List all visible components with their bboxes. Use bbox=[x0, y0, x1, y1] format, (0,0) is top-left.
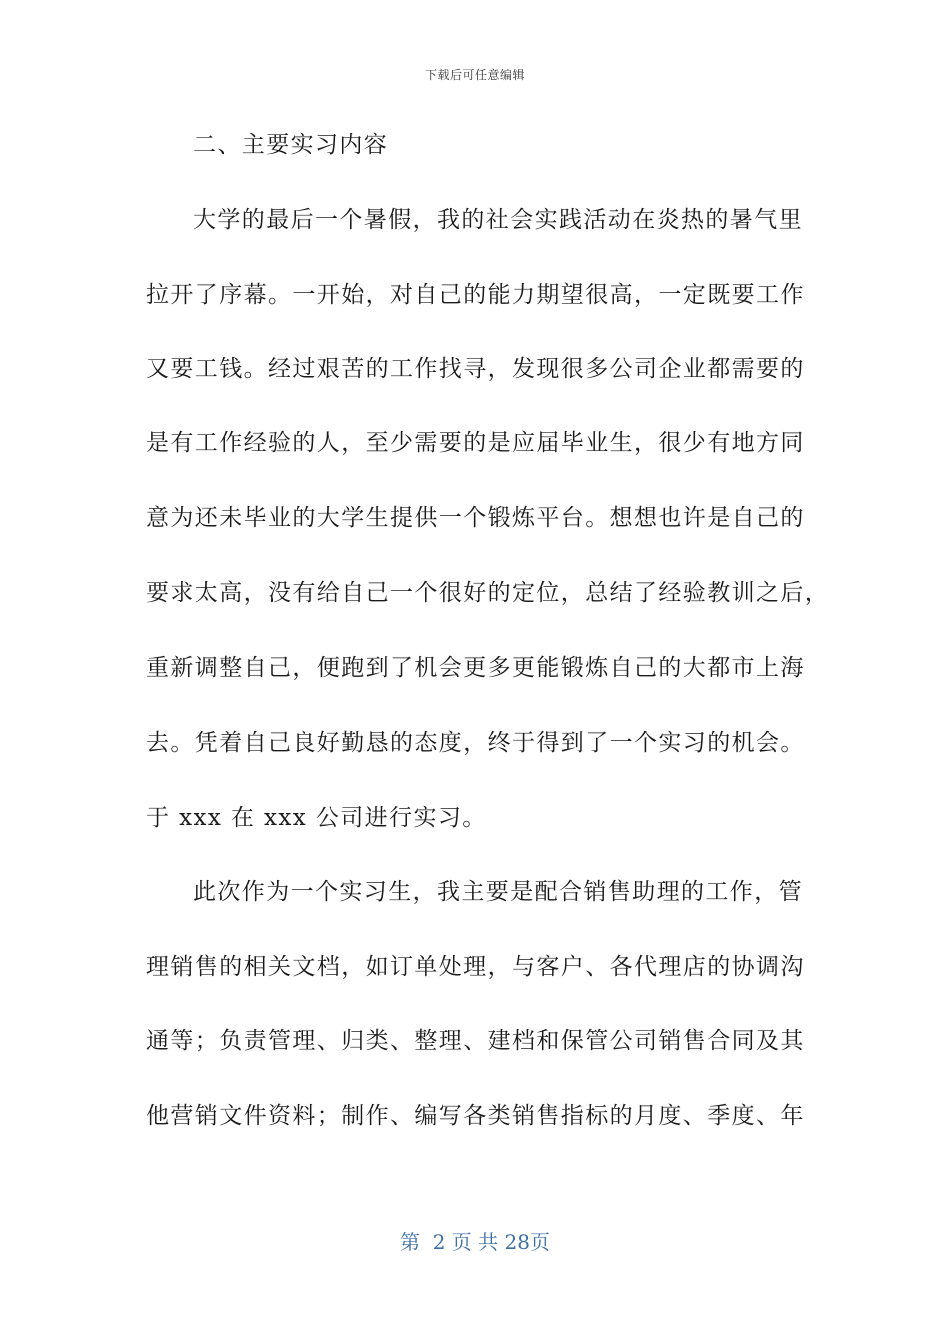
paragraph-line: 通等；负责管理、归类、整理、建档和保管公司销售合同及其 bbox=[146, 1028, 805, 1054]
paragraph-line: 意为还未毕业的大学生提供一个锻炼平台。想想也许是自己的 bbox=[146, 505, 805, 531]
section-heading: 二、主要实习内容 bbox=[193, 132, 389, 158]
paragraph-line: 要求太高，没有给自己一个很好的定位，总结了经验教训之后， bbox=[146, 580, 830, 606]
paragraph-line: 大学的最后一个暑假，我的社会实践活动在炎热的暑气里 bbox=[193, 207, 803, 233]
header-note: 下载后可任意编辑 bbox=[424, 68, 525, 82]
paragraph-line: 理销售的相关文档，如订单处理，与客户、各代理店的协调沟 bbox=[146, 954, 805, 980]
paragraph-line: 拉开了序幕。一开始，对自己的能力期望很高，一定既要工作 bbox=[146, 282, 805, 308]
paragraph-line: 他营销文件资料；制作、编写各类销售指标的月度、季度、年 bbox=[146, 1103, 805, 1129]
paragraph-line: 是有工作经验的人，至少需要的是应届毕业生，很少有地方同 bbox=[146, 430, 805, 456]
paragraph-line: 又要工钱。经过艰苦的工作找寻，发现很多公司企业都需要的 bbox=[146, 356, 805, 382]
page-number: 第 2 页 共 28页 bbox=[400, 1230, 550, 1254]
paragraph-line: 于 xxx 在 xxx 公司进行实习。 bbox=[146, 805, 487, 831]
paragraph-line: 去。凭着自己良好勤恳的态度，终于得到了一个实习的机会。 bbox=[146, 730, 805, 756]
paragraph-line: 重新调整自己，便跑到了机会更多更能锻炼自己的大都市上海 bbox=[146, 655, 805, 681]
paragraph-line: 此次作为一个实习生，我主要是配合销售助理的工作，管 bbox=[193, 879, 803, 905]
